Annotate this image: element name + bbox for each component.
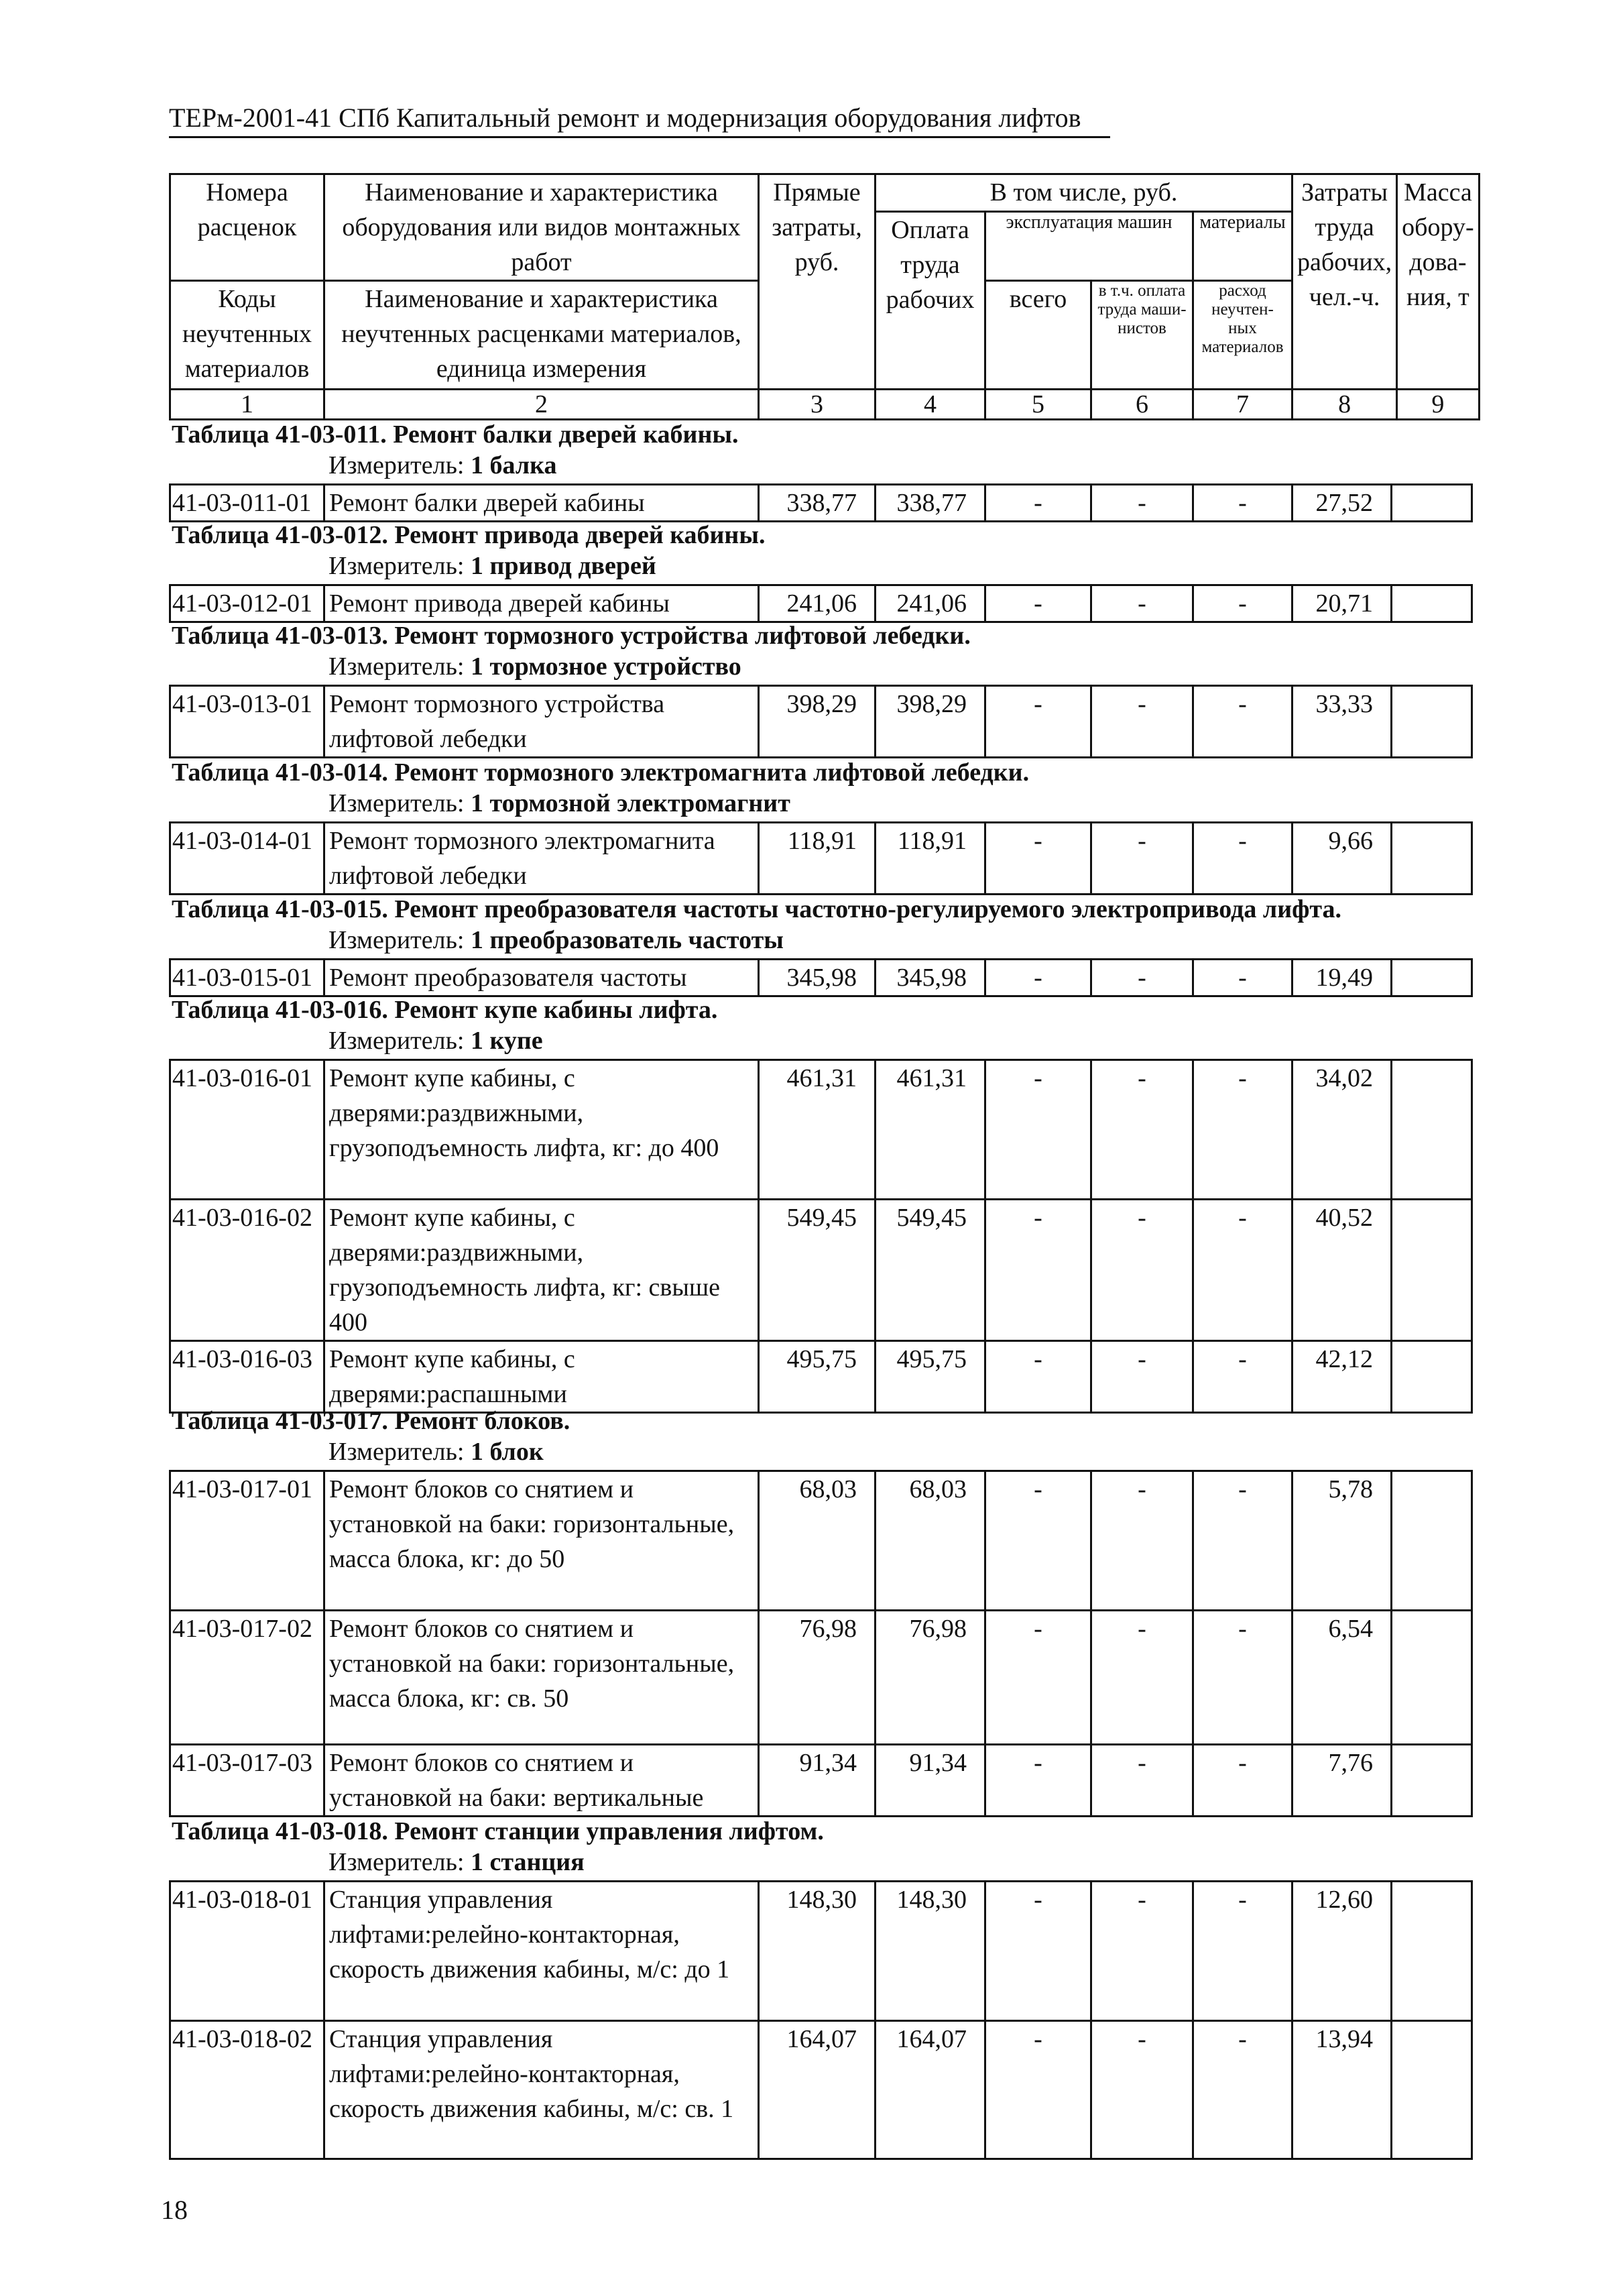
column-header-table xyxy=(169,173,1480,420)
measure-line xyxy=(328,652,741,681)
cell-labor-hours: 34,02 xyxy=(1293,1060,1392,1200)
measure-line xyxy=(328,789,790,818)
col-number: 8 xyxy=(1293,390,1397,420)
cell-code: 41-03-014-01 xyxy=(170,823,324,895)
rates-table xyxy=(169,1059,1473,1414)
measure-line xyxy=(328,925,784,955)
col-number: 9 xyxy=(1397,390,1480,420)
cell-direct: 495,75 xyxy=(759,1341,876,1413)
cell-name: Ремонт блоков со снятием и установкой на баки: горизонтальные, масса блока, кг: св. 50 xyxy=(324,1611,759,1745)
measure-label: Измеритель: xyxy=(328,1027,465,1055)
table-row xyxy=(170,823,1472,895)
col-machines: эксплуатация машин xyxy=(985,212,1193,281)
cell-machines: - xyxy=(985,960,1091,996)
col-number: 7 xyxy=(1193,390,1293,420)
cell-labor-hours: 19,49 xyxy=(1293,960,1392,996)
col-2-top: Наименование и характеристика оборудования или видов монтажных работ xyxy=(324,174,759,281)
cell-direct: 118,91 xyxy=(759,823,876,895)
rates-table xyxy=(169,584,1473,623)
table-row xyxy=(170,1745,1472,1817)
cell-machinists: - xyxy=(1091,1060,1193,1200)
cell-name: Ремонт балки дверей кабины xyxy=(324,485,759,522)
cell-direct: 68,03 xyxy=(759,1471,876,1611)
cell-machines: - xyxy=(985,1200,1091,1341)
cell-mass xyxy=(1392,1471,1472,1611)
cell-mass xyxy=(1392,1882,1472,2021)
cell-machines: - xyxy=(985,1745,1091,1817)
cell-name: Ремонт блоков со снятием и установкой на баки: вертикальные xyxy=(324,1745,759,1817)
cell-labor-hours: 7,76 xyxy=(1293,1745,1392,1817)
cell-labor-pay: 338,77 xyxy=(876,485,985,522)
cell-labor-hours: 5,78 xyxy=(1293,1471,1392,1611)
cell-machines: - xyxy=(985,485,1091,522)
cell-materials: - xyxy=(1193,1471,1293,1611)
cell-machinists: - xyxy=(1091,960,1193,996)
cell-labor-hours: 9,66 xyxy=(1293,823,1392,895)
cell-name: Ремонт тормозного электромагнита лифтовой лебедки xyxy=(324,823,759,895)
col-3: Прямые затраты, руб. xyxy=(759,174,876,390)
cell-labor-pay: 148,30 xyxy=(876,1882,985,2021)
cell-materials: - xyxy=(1193,823,1293,895)
cell-machinists: - xyxy=(1091,1341,1193,1413)
table-row xyxy=(170,485,1472,522)
cell-direct: 148,30 xyxy=(759,1882,876,2021)
table-row xyxy=(170,2021,1472,2159)
rates-table xyxy=(169,1880,1473,2160)
cell-code: 41-03-017-01 xyxy=(170,1471,324,1611)
measure-value: 1 станция xyxy=(471,1848,585,1876)
cell-name: Станция управления лифтами:релейно-контакторная, скорость движения кабины, м/с: св. 1 xyxy=(324,2021,759,2159)
col-1-top: Номера расценок xyxy=(170,174,324,281)
col-8: Затраты труда рабочих, чел.-ч. xyxy=(1293,174,1397,390)
cell-labor-pay: 68,03 xyxy=(876,1471,985,1611)
measure-label: Измеритель: xyxy=(328,451,465,479)
section-title: Таблица 41-03-017. Ремонт блоков. xyxy=(172,1407,570,1435)
rates-table xyxy=(169,821,1473,895)
cell-mass xyxy=(1392,1341,1472,1413)
table-row xyxy=(170,1611,1472,1745)
col-number: 3 xyxy=(759,390,876,420)
cell-mass xyxy=(1392,1060,1472,1200)
cell-labor-pay: 164,07 xyxy=(876,2021,985,2159)
cell-name: Станция управления лифтами:релейно-контакторная, скорость движения кабины, м/с: до 1 xyxy=(324,1882,759,2021)
cell-mass xyxy=(1392,823,1472,895)
measure-value: 1 купе xyxy=(471,1027,543,1055)
col-number: 6 xyxy=(1091,390,1193,420)
cell-machines: - xyxy=(985,1611,1091,1745)
section-title: Таблица 41-03-016. Ремонт купе кабины лифта. xyxy=(172,996,718,1024)
cell-name: Ремонт тормозного устройства лифтовой лебедки xyxy=(324,686,759,758)
measure-label: Измеритель: xyxy=(328,789,465,817)
cell-materials: - xyxy=(1193,1200,1293,1341)
section-title: Таблица 41-03-018. Ремонт станции управления лифтом. xyxy=(172,1817,824,1845)
measure-line xyxy=(328,1437,544,1467)
header-rule xyxy=(169,136,1110,138)
cell-code: 41-03-016-03 xyxy=(170,1341,324,1413)
cell-machines: - xyxy=(985,1471,1091,1611)
cell-materials: - xyxy=(1193,485,1293,522)
measure-line xyxy=(328,451,556,480)
cell-machines: - xyxy=(985,823,1091,895)
cell-name: Ремонт преобразователя частоты xyxy=(324,960,759,996)
cell-labor-hours: 27,52 xyxy=(1293,485,1392,522)
table-row xyxy=(170,960,1472,996)
table-row xyxy=(170,1341,1472,1413)
measure-value: 1 балка xyxy=(471,451,557,479)
col-9: Масса обору-дова-ния, т xyxy=(1397,174,1480,390)
cell-name: Ремонт купе кабины, с дверями:раздвижными, грузоподъемность лифта, кг: свыше 400 xyxy=(324,1200,759,1341)
cell-code: 41-03-018-02 xyxy=(170,2021,324,2159)
col-number: 1 xyxy=(170,390,324,420)
cell-machines: - xyxy=(985,585,1091,622)
measure-value: 1 тормозное устройство xyxy=(471,652,741,681)
cell-mass xyxy=(1392,960,1472,996)
cell-mass xyxy=(1392,1611,1472,1745)
measure-line xyxy=(328,1847,585,1877)
cell-labor-hours: 20,71 xyxy=(1293,585,1392,622)
table-row xyxy=(170,1200,1472,1341)
rates-table xyxy=(169,483,1473,522)
cell-code: 41-03-017-02 xyxy=(170,1611,324,1745)
cell-code: 41-03-016-02 xyxy=(170,1200,324,1341)
cell-machinists: - xyxy=(1091,1745,1193,1817)
cell-machines: - xyxy=(985,1060,1091,1200)
measure-label: Измеритель: xyxy=(328,1438,465,1466)
section-title: Таблица 41-03-013. Ремонт тормозного устройства лифтовой лебедки. xyxy=(172,622,971,650)
cell-labor-hours: 33,33 xyxy=(1293,686,1392,758)
col-6: в т.ч. оплата труда маши-нистов xyxy=(1091,281,1193,390)
measure-line xyxy=(328,1026,543,1055)
table-row xyxy=(170,1471,1472,1611)
cell-mass xyxy=(1392,686,1472,758)
cell-labor-hours: 40,52 xyxy=(1293,1200,1392,1341)
cell-labor-hours: 12,60 xyxy=(1293,1882,1392,2021)
column-number-row xyxy=(170,390,1480,420)
measure-label: Измеритель: xyxy=(328,1848,465,1876)
measure-value: 1 преобразователь частоты xyxy=(471,926,784,954)
cell-machinists: - xyxy=(1091,1882,1193,2021)
col-1-bottom: Коды неучтенных материалов xyxy=(170,281,324,390)
cell-labor-hours: 13,94 xyxy=(1293,2021,1392,2159)
cell-direct: 76,98 xyxy=(759,1611,876,1745)
table-row xyxy=(170,686,1472,758)
cell-mass xyxy=(1392,1745,1472,1817)
cell-labor-pay: 241,06 xyxy=(876,585,985,622)
rates-table xyxy=(169,685,1473,758)
cell-machinists: - xyxy=(1091,2021,1193,2159)
cell-code: 41-03-016-01 xyxy=(170,1060,324,1200)
cell-name: Ремонт купе кабины, с дверями:распашными xyxy=(324,1341,759,1413)
cell-materials: - xyxy=(1193,1611,1293,1745)
cell-code: 41-03-013-01 xyxy=(170,686,324,758)
cell-labor-hours: 42,12 xyxy=(1293,1341,1392,1413)
measure-label: Измеритель: xyxy=(328,926,465,954)
col-4: Оплата труда рабочих xyxy=(876,212,985,390)
rates-table xyxy=(169,1470,1473,1817)
cell-materials: - xyxy=(1193,1341,1293,1413)
measure-value: 1 блок xyxy=(471,1438,544,1466)
cell-mass xyxy=(1392,485,1472,522)
col-5: всего xyxy=(985,281,1091,390)
cell-machinists: - xyxy=(1091,686,1193,758)
table-row xyxy=(170,1060,1472,1200)
cell-code: 41-03-015-01 xyxy=(170,960,324,996)
cell-mass xyxy=(1392,1200,1472,1341)
cell-name: Ремонт привода дверей кабины xyxy=(324,585,759,622)
col-number: 2 xyxy=(324,390,759,420)
table-row xyxy=(170,585,1472,622)
cell-direct: 345,98 xyxy=(759,960,876,996)
measure-line xyxy=(328,551,656,581)
col-number: 4 xyxy=(876,390,985,420)
col-7: расход неучтен-ных материалов xyxy=(1193,281,1293,390)
rates-table xyxy=(169,958,1473,997)
section-title: Таблица 41-03-012. Ремонт привода дверей кабины. xyxy=(172,521,766,549)
measure-label: Измеритель: xyxy=(328,552,465,580)
cell-materials: - xyxy=(1193,960,1293,996)
cell-labor-pay: 118,91 xyxy=(876,823,985,895)
cell-labor-pay: 345,98 xyxy=(876,960,985,996)
section-title: Таблица 41-03-011. Ремонт балки дверей кабины. xyxy=(172,420,739,449)
cell-machines: - xyxy=(985,1341,1091,1413)
cell-direct: 164,07 xyxy=(759,2021,876,2159)
cell-materials: - xyxy=(1193,1745,1293,1817)
cell-materials: - xyxy=(1193,1060,1293,1200)
cell-direct: 338,77 xyxy=(759,485,876,522)
cell-code: 41-03-017-03 xyxy=(170,1745,324,1817)
cell-materials: - xyxy=(1193,1882,1293,2021)
table-row xyxy=(170,1882,1472,2021)
cell-labor-pay: 495,75 xyxy=(876,1341,985,1413)
cell-machines: - xyxy=(985,686,1091,758)
measure-label: Измеритель: xyxy=(328,652,465,681)
cell-machinists: - xyxy=(1091,1611,1193,1745)
cell-code: 41-03-018-01 xyxy=(170,1882,324,2021)
cell-materials: - xyxy=(1193,686,1293,758)
cell-machinists: - xyxy=(1091,485,1193,522)
measure-value: 1 привод дверей xyxy=(471,552,656,580)
cell-direct: 461,31 xyxy=(759,1060,876,1200)
cell-labor-pay: 398,29 xyxy=(876,686,985,758)
col-materials: материалы xyxy=(1193,212,1293,281)
page-header: ТЕРм-2001-41 СПб Капитальный ремонт и модернизация оборудования лифтов xyxy=(169,103,1081,133)
cell-materials: - xyxy=(1193,2021,1293,2159)
col-group: В том числе, руб. xyxy=(876,174,1293,212)
cell-mass xyxy=(1392,2021,1472,2159)
cell-labor-pay: 91,34 xyxy=(876,1745,985,1817)
page-number: 18 xyxy=(161,2195,188,2225)
cell-name: Ремонт купе кабины, с дверями:раздвижными, грузоподъемность лифта, кг: до 400 xyxy=(324,1060,759,1200)
cell-labor-pay: 461,31 xyxy=(876,1060,985,1200)
section-title: Таблица 41-03-015. Ремонт преобразователя частоты частотно-регулируемого электропривода лифта. xyxy=(172,895,1342,923)
cell-labor-pay: 76,98 xyxy=(876,1611,985,1745)
cell-direct: 91,34 xyxy=(759,1745,876,1817)
cell-labor-pay: 549,45 xyxy=(876,1200,985,1341)
col-2-bottom: Наименование и характеристика неучтенных расценками материалов, единица измерения xyxy=(324,281,759,390)
cell-machinists: - xyxy=(1091,1200,1193,1341)
cell-code: 41-03-012-01 xyxy=(170,585,324,622)
section-title: Таблица 41-03-014. Ремонт тормозного электромагнита лифтовой лебедки. xyxy=(172,758,1030,787)
cell-materials: - xyxy=(1193,585,1293,622)
cell-mass xyxy=(1392,585,1472,622)
cell-name: Ремонт блоков со снятием и установкой на баки: горизонтальные, масса блока, кг: до 50 xyxy=(324,1471,759,1611)
cell-machinists: - xyxy=(1091,823,1193,895)
cell-direct: 398,29 xyxy=(759,686,876,758)
cell-direct: 549,45 xyxy=(759,1200,876,1341)
col-number: 5 xyxy=(985,390,1091,420)
cell-machinists: - xyxy=(1091,585,1193,622)
cell-machinists: - xyxy=(1091,1471,1193,1611)
cell-direct: 241,06 xyxy=(759,585,876,622)
measure-value: 1 тормозной электромагнит xyxy=(471,789,790,817)
cell-machines: - xyxy=(985,1882,1091,2021)
cell-machines: - xyxy=(985,2021,1091,2159)
cell-code: 41-03-011-01 xyxy=(170,485,324,522)
cell-labor-hours: 6,54 xyxy=(1293,1611,1392,1745)
